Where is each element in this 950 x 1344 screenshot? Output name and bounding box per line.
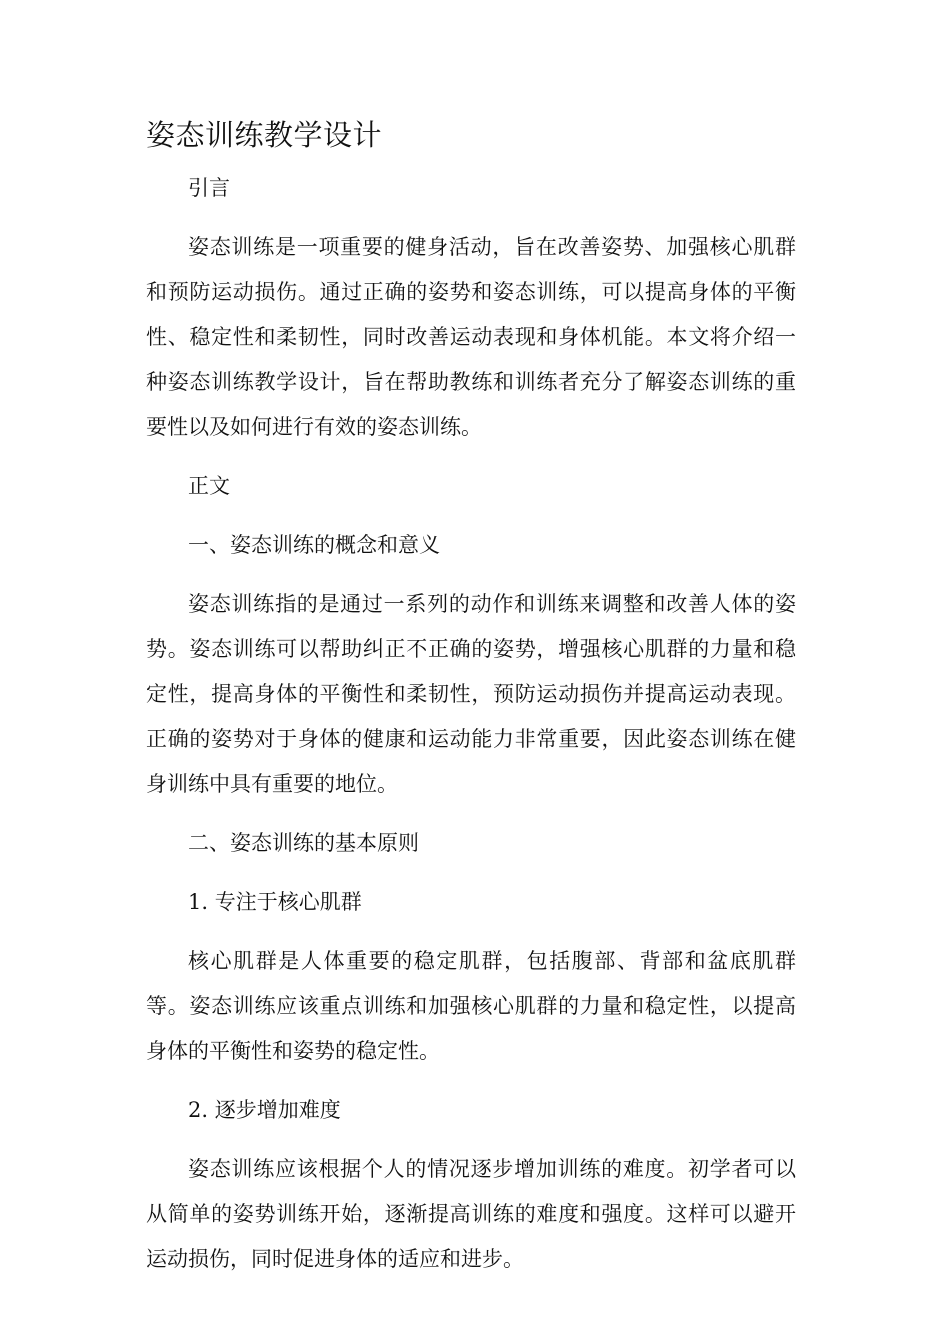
paragraph-concept: 姿态训练指的是通过一系列的动作和训练来调整和改善人体的姿势。姿态训练可以帮助纠正不正确的姿势，增强核心肌群的力量和稳定性，提高身体的平衡性和柔韧性，预防运动损伤并提高运动表现。正确的姿势对于身体的健康和运动能力非常重要，因此姿态训练在健身训练中具有重要的地位。: [146, 592, 796, 796]
section-heading-concept: 一、姿态训练的概念和意义: [188, 533, 440, 557]
document-body: [146, 112, 796, 1296]
section-heading-principles: 二、姿态训练的基本原则: [188, 831, 419, 855]
subheading-core-muscles: 1. 专注于核心肌群: [188, 890, 362, 914]
section-heading-main-text: 正文: [188, 474, 230, 498]
section-heading-introduction: 引言: [188, 176, 230, 200]
subheading-increase-difficulty: 2. 逐步增加难度: [188, 1098, 341, 1122]
paragraph-increase-difficulty: 姿态训练应该根据个人的情况逐步增加训练的难度。初学者可以从简单的姿势训练开始，逐渐提高训练的难度和强度。这样可以避开运动损伤，同时促进身体的适应和进步。: [146, 1157, 796, 1271]
paragraph-introduction: 姿态训练是一项重要的健身活动，旨在改善姿势、加强核心肌群和预防运动损伤。通过正确的姿势和姿态训练，可以提高身体的平衡性、稳定性和柔韧性，同时改善运动表现和身体机能。本文将介绍一种姿态训练教学设计，旨在帮助教练和训练者充分了解姿态训练的重要性以及如何进行有效的姿态训练。: [146, 235, 796, 439]
paragraph-core-muscles: 核心肌群是人体重要的稳定肌群，包括腹部、背部和盆底肌群等。姿态训练应该重点训练和加强核心肌群的力量和稳定性，以提高身体的平衡性和姿势的稳定性。: [146, 949, 796, 1063]
document-title: 姿态训练教学设计: [146, 118, 383, 152]
